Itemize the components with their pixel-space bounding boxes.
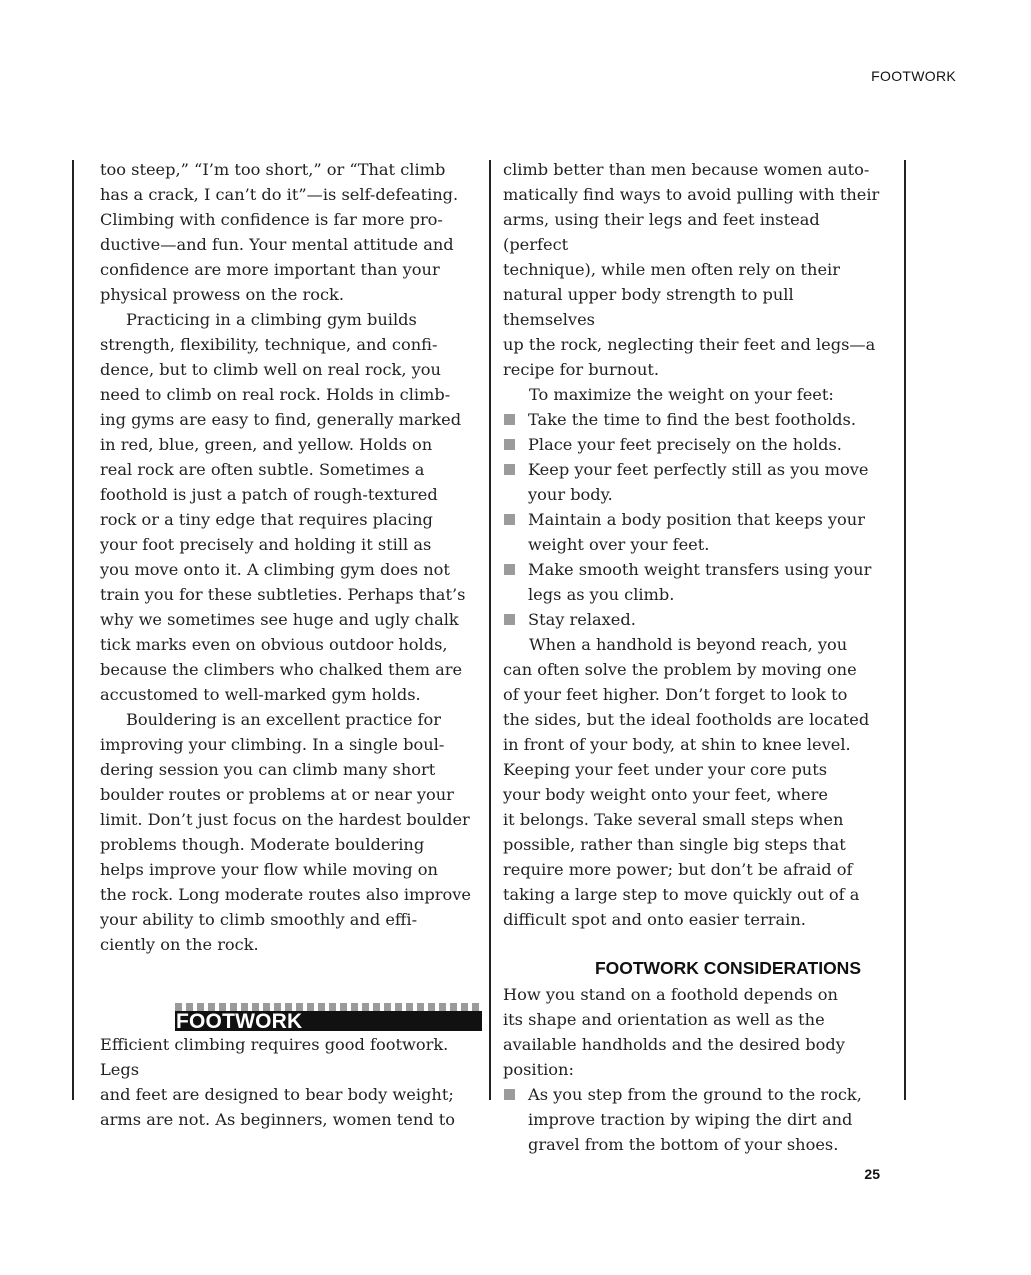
left-paragraph-3	[100, 707, 482, 957]
text-line: Practicing in a climbing gym builds	[126, 310, 417, 329]
text-line: train you for these subtleties. Perhaps that’s	[100, 585, 466, 604]
text-line: you move onto it. A climbing gym does not	[100, 560, 450, 579]
text-line: arms, using their legs and feet instead (perfect	[503, 210, 820, 254]
text-line: recipe for burnout.	[503, 360, 660, 379]
list-item	[503, 432, 883, 457]
text-line: To maximize the weight on your feet:	[529, 385, 834, 404]
square-bullet-icon	[504, 1089, 515, 1100]
text-line: Efficient climbing requires good footwork. Legs	[100, 1035, 449, 1079]
text-line: Take the time to find the best footholds.	[528, 410, 856, 429]
text-line: As you step from the ground to the rock,	[528, 1085, 862, 1104]
left-paragraph-4	[100, 1032, 482, 1132]
text-line: its shape and orientation as well as the	[503, 1010, 825, 1029]
right-paragraph-4	[503, 982, 883, 1082]
text-line: confidence are more important than your	[100, 260, 440, 279]
text-line: your foot precisely and holding it still as	[100, 535, 432, 554]
text-line: in front of your body, at shin to knee level.	[503, 735, 851, 754]
text-line: has a crack, I can’t do it”—is self-defeating.	[100, 185, 459, 204]
text-line: foothold is just a patch of rough-textured	[100, 485, 438, 504]
text-line: weight over your feet.	[528, 535, 710, 554]
text-line: climb better than men because women auto-	[503, 160, 870, 179]
text-line: improve traction by wiping the dirt and	[528, 1110, 853, 1129]
square-bullet-icon	[504, 439, 515, 450]
text-line: of your feet higher. Don’t forget to look to	[503, 685, 848, 704]
text-line: because the climbers who chalked them are	[100, 660, 463, 679]
running-header: FOOTWORK	[871, 68, 956, 84]
text-line: dering session you can climb many short	[100, 760, 436, 779]
text-line: real rock are often subtle. Sometimes a	[100, 460, 425, 479]
section-heading-label: FOOTWORK	[175, 1011, 482, 1031]
section-heading-footwork	[100, 1003, 482, 1032]
text-line: matically find ways to avoid pulling with their	[503, 185, 880, 204]
text-line: strength, flexibility, technique, and confi-	[100, 335, 438, 354]
text-line: Stay relaxed.	[528, 610, 636, 629]
text-line: Keep your feet perfectly still as you move	[528, 460, 869, 479]
text-line: boulder routes or problems at or near your	[100, 785, 454, 804]
list-item	[503, 407, 883, 432]
text-line: can often solve the problem by moving one	[503, 660, 857, 679]
square-bullet-icon	[504, 464, 515, 475]
text-line: When a handhold is beyond reach, you	[529, 635, 848, 654]
right-column	[503, 157, 883, 1157]
text-line: and feet are designed to bear body weight;	[100, 1085, 454, 1104]
text-line: available handholds and the desired body	[503, 1035, 845, 1054]
list-item	[503, 607, 883, 632]
text-line: your body weight onto your feet, where	[503, 785, 828, 804]
text-line: accustomed to well-marked gym holds.	[100, 685, 421, 704]
text-line: up the rock, neglecting their feet and legs—a	[503, 335, 876, 354]
text-line: How you stand on a foothold depends on	[503, 985, 838, 1004]
text-line: helps improve your flow while moving on	[100, 860, 438, 879]
list-item	[503, 1082, 883, 1157]
text-line: improving your climbing. In a single boul-	[100, 735, 445, 754]
text-line: position:	[503, 1060, 574, 1079]
bullet-list	[503, 1082, 883, 1157]
square-bullet-icon	[504, 414, 515, 425]
right-paragraph-2	[503, 382, 883, 407]
left-column	[100, 157, 482, 1132]
square-bullet-icon	[504, 614, 515, 625]
text-line: Bouldering is an excellent practice for	[126, 710, 442, 729]
text-line: your ability to climb smoothly and effi-	[100, 910, 418, 929]
left-column-rule	[72, 160, 74, 1100]
text-line: ing gyms are easy to find, generally marked	[100, 410, 462, 429]
text-line: dence, but to climb well on real rock, you	[100, 360, 441, 379]
left-paragraph-1	[100, 157, 482, 307]
text-line: require more power; but don’t be afraid of	[503, 860, 853, 879]
text-line: tick marks even on obvious outdoor holds,	[100, 635, 448, 654]
text-line: problems though. Moderate bouldering	[100, 835, 425, 854]
subheading-footwork-considerations: FOOTWORK CONSIDERATIONS	[594, 958, 861, 978]
right-column-rule	[904, 160, 906, 1100]
text-line: rock or a tiny edge that requires placing	[100, 510, 433, 529]
text-line: ciently on the rock.	[100, 935, 259, 954]
square-bullet-icon	[504, 564, 515, 575]
text-line: in red, blue, green, and yellow. Holds on	[100, 435, 433, 454]
right-paragraph-1	[503, 157, 883, 382]
list-item	[503, 557, 883, 607]
text-line: Place your feet precisely on the holds.	[528, 435, 842, 454]
text-line: why we sometimes see huge and ugly chalk	[100, 610, 459, 629]
text-line: difficult spot and onto easier terrain.	[503, 910, 806, 929]
text-line: physical prowess on the rock.	[100, 285, 344, 304]
text-line: technique), while men often rely on their	[503, 260, 840, 279]
text-line: taking a large step to move quickly out of a	[503, 885, 860, 904]
square-bullet-icon	[504, 514, 515, 525]
text-line: your body.	[528, 485, 613, 504]
spacer	[100, 957, 482, 1003]
text-line: Make smooth weight transfers using your	[528, 560, 872, 579]
bullet-list	[503, 407, 883, 632]
list-item	[503, 457, 883, 507]
page-number: 25	[864, 1166, 880, 1182]
text-line: need to climb on real rock. Holds in climb-	[100, 385, 451, 404]
text-line: it belongs. Take several small steps when	[503, 810, 844, 829]
text-line: possible, rather than single big steps that	[503, 835, 846, 854]
text-line: limit. Don’t just focus on the hardest boulder	[100, 810, 470, 829]
text-line: the sides, but the ideal footholds are located	[503, 710, 870, 729]
text-line: arms are not. As beginners, women tend to	[100, 1110, 456, 1129]
text-line: gravel from the bottom of your shoes.	[528, 1135, 839, 1154]
text-line: Climbing with confidence is far more pro-	[100, 210, 443, 229]
text-line: ductive—and fun. Your mental attitude and	[100, 235, 454, 254]
text-line: Keeping your feet under your core puts	[503, 760, 828, 779]
text-line: legs as you climb.	[528, 585, 675, 604]
text-line: too steep,” “I’m too short,” or “That climb	[100, 160, 446, 179]
text-line: the rock. Long moderate routes also improve	[100, 885, 471, 904]
right-paragraph-3	[503, 632, 883, 932]
list-item	[503, 507, 883, 557]
text-line: Maintain a body position that keeps your	[528, 510, 865, 529]
left-paragraph-2	[100, 307, 482, 707]
text-line: natural upper body strength to pull themselves	[503, 285, 794, 329]
center-column-rule	[489, 160, 491, 1100]
